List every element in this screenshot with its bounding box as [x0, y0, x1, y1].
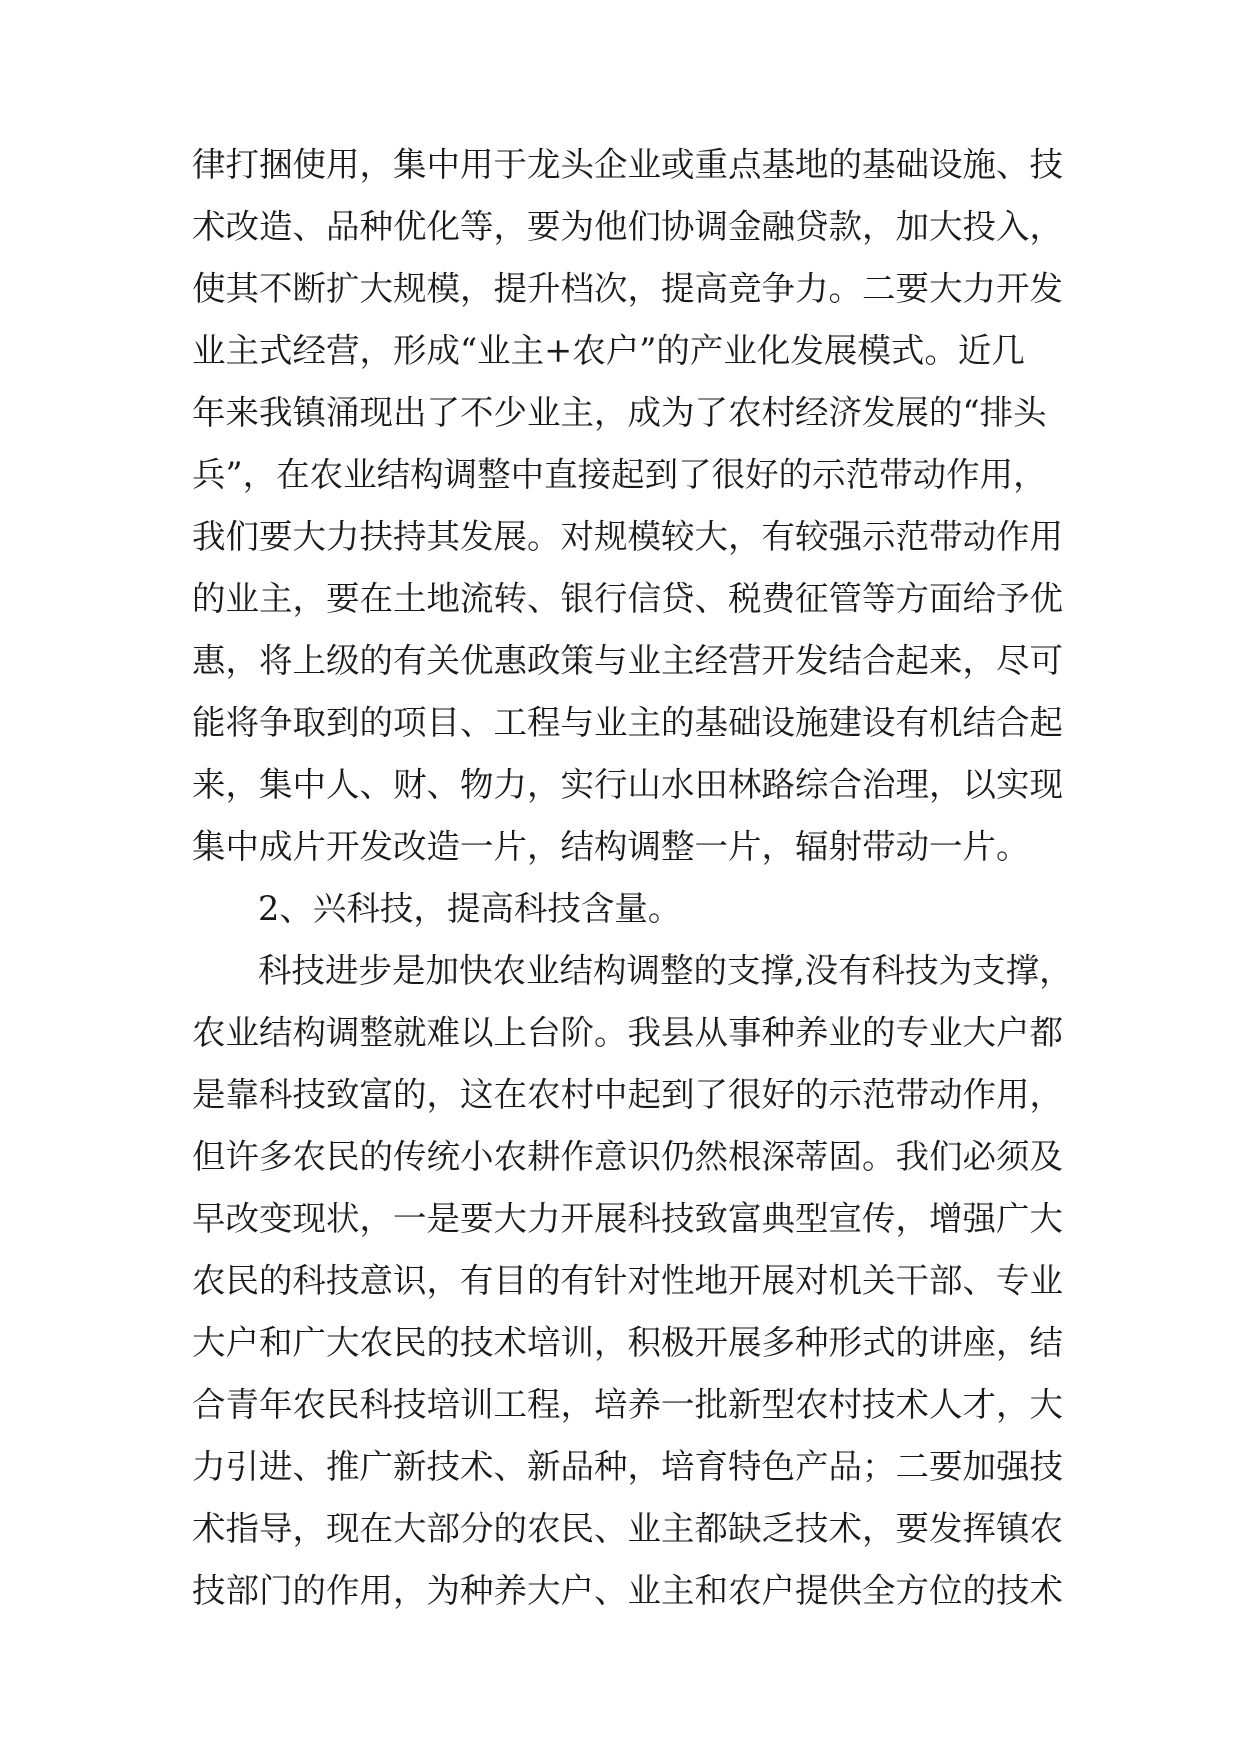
body-text-line: 我们要大力扶持其发展。对规模较大，有较强示范带动作用: [192, 517, 1063, 556]
body-text-line: 合青年农民科技培训工程，培养一批新型农村技术人才，大: [192, 1385, 1063, 1424]
body-text-line: 术改造、品种优化等，要为他们协调金融贷款，加大投入，: [192, 207, 1063, 246]
body-text-line: 律打捆使用，集中用于龙头企业或重点基地的基础设施、技: [192, 145, 1063, 184]
body-text-line: 能将争取到的项目、工程与业主的基础设施建设有机结合起: [192, 703, 1063, 742]
body-text-line: 的业主，要在土地流转、银行信贷、税费征管等方面给予优: [192, 579, 1063, 618]
body-text-line: 早改变现状，一是要大力开展科技致富典型宣传，增强广大: [192, 1199, 1063, 1238]
body-text-line: 兵”，在农业结构调整中直接起到了很好的示范带动作用，: [192, 455, 1047, 494]
body-text-line: 使其不断扩大规模，提升档次，提高竞争力。二要大力开发: [192, 269, 1063, 308]
body-text-line: 但许多农民的传统小农耕作意识仍然根深蒂固。我们必须及: [192, 1137, 1063, 1176]
body-text-line: 是靠科技致富的，这在农村中起到了很好的示范带动作用，: [192, 1075, 1063, 1114]
paragraph-first-line: 科技进步是加快农业结构调整的支撑,没有科技为支撑，: [258, 951, 1073, 990]
body-text-line: 技部门的作用，为种养大户、业主和农户提供全方位的技术: [192, 1571, 1063, 1610]
body-text-line: 农业结构调整就难以上台阶。我县从事种养业的专业大户都: [192, 1013, 1063, 1052]
body-text-line: 术指导，现在大部分的农民、业主都缺乏技术，要发挥镇农: [192, 1509, 1063, 1548]
body-text-line: 集中成片开发改造一片，结构调整一片，辐射带动一片。: [192, 827, 1030, 866]
section-heading: 2、兴科技，提高科技含量。: [258, 889, 682, 928]
body-text-line: 惠，将上级的有关优惠政策与业主经营开发结合起来，尽可: [192, 641, 1063, 680]
body-text-line: 大户和广大农民的技术培训，积极开展多种形式的讲座，结: [192, 1323, 1063, 1362]
body-text-line: 年来我镇涌现出了不少业主，成为了农村经济发展的“排头: [192, 393, 1047, 432]
body-text-line: 业主式经营，形成“业主+农户”的产业化发展模式。近几: [192, 331, 1025, 370]
body-text-line: 农民的科技意识，有目的有针对性地开展对机关干部、专业: [192, 1261, 1063, 1300]
body-text-line: 力引进、推广新技术、新品种，培育特色产品；二要加强技: [192, 1447, 1063, 1486]
body-text-line: 来，集中人、财、物力，实行山水田林路综合治理，以实现: [192, 765, 1063, 804]
